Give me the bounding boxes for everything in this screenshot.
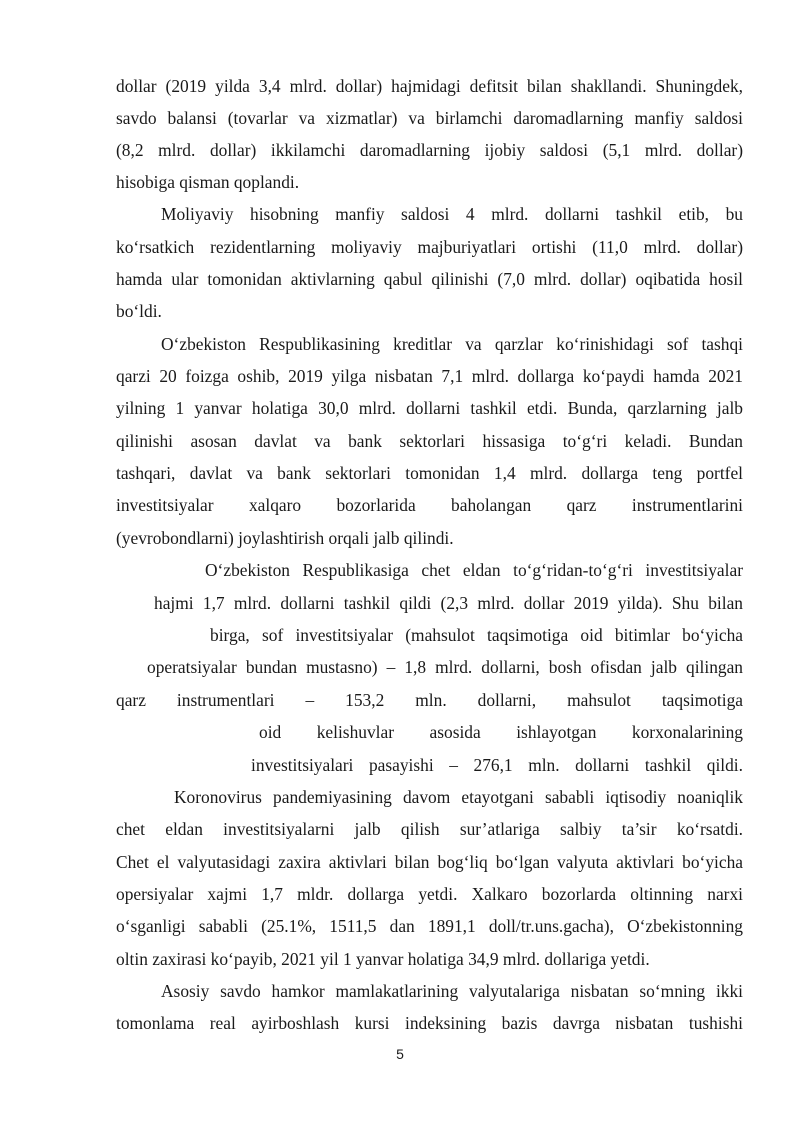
- text-line: qarz instrumentlari – 153,2 mln. dollarni, mahsulot taqsimotiga: [116, 690, 743, 710]
- text-line: investitsiyalar xalqaro bozorlarida baholangan qarz instrumentlarini: [116, 495, 743, 515]
- text-line: chet eldan investitsiyalarni jalb qilish sur’atlariga salbiy ta’sir ko‘rsatdi.: [116, 819, 743, 839]
- text-line: oltin zaxirasi ko‘payib, 2021 yil 1 yanvar holatiga 34,9 mlrd. dollariga yetdi.: [116, 949, 650, 969]
- text-line: qarzi 20 foizga oshib, 2019 yilga nisbatan 7,1 mlrd. dollarga ko‘paydi hamda 2021: [116, 366, 743, 386]
- page-number: 5: [396, 1046, 404, 1062]
- text-line: opersiyalar xajmi 1,7 mldr. dollarga yetdi. Xalkaro bozorlarda oltinning narxi: [116, 884, 743, 904]
- text-line: qilinishi asosan davlat va bank sektorlari hissasiga to‘g‘ri keladi. Bundan: [116, 431, 743, 451]
- text-line: o‘sganligi sababli (25.1%, 1511,5 dan 1891,1 doll/tr.uns.gacha), O‘zbekistonning: [116, 916, 743, 936]
- text-line: hisobiga qisman qoplandi.: [116, 172, 300, 192]
- text-line: O‘zbekiston Respublikasining kreditlar va qarzlar ko‘rinishidagi sof tashqi: [161, 334, 743, 354]
- text-line: ko‘rsatkich rezidentlarning moliyaviy majburiyatlari ortishi (11,0 mlrd. dollar): [116, 237, 743, 257]
- text-line: Koronovirus pandemiyasining davom etayotgani sababli iqtisodiy noaniqlik: [174, 787, 743, 807]
- text-line: operatsiyalar bundan mustasno) – 1,8 mlrd. dollarni, bosh ofisdan jalb qilingan: [147, 657, 743, 677]
- text-line: Moliyaviy hisobning manfiy saldosi 4 mlrd. dollarni tashkil etib, bu: [161, 204, 743, 224]
- text-line: investitsiyalari pasayishi – 276,1 mln. dollarni tashkil qildi.: [251, 755, 743, 775]
- text-line: (yevrobondlarni) joylashtirish orqali jalb qilindi.: [116, 528, 454, 548]
- text-line: (8,2 mlrd. dollar) ikkilamchi daromadlarning ijobiy saldosi (5,1 mlrd. dollar): [116, 140, 743, 160]
- text-line: birga, sof investitsiyalar (mahsulot taqsimotiga oid bitimlar bo‘yicha: [210, 625, 743, 645]
- text-line: hamda ular tomonidan aktivlarning qabul qilinishi (7,0 mlrd. dollar) oqibatida hosil: [116, 269, 743, 289]
- text-line: yilning 1 yanvar holatiga 30,0 mlrd. dollarni tashkil etdi. Bunda, qarzlarning jalb: [116, 398, 743, 418]
- text-line: O‘zbekiston Respublikasiga chet eldan to‘g‘ridan-to‘g‘ri investitsiyalar: [205, 560, 743, 580]
- text-line: tomonlama real ayirboshlash kursi indeksining bazis davrga nisbatan tushishi: [116, 1013, 743, 1033]
- text-line: bo‘ldi.: [116, 301, 162, 321]
- text-line: tashqari, davlat va bank sektorlari tomonidan 1,4 mlrd. dollarga teng portfel: [116, 463, 743, 483]
- text-line: Chet el valyutasidagi zaxira aktivlari bilan bog‘liq bo‘lgan valyuta aktivlari bo‘yicha: [116, 852, 743, 872]
- text-line: hajmi 1,7 mlrd. dollarni tashkil qildi (2,3 mlrd. dollar 2019 yilda). Shu bilan: [154, 593, 743, 613]
- text-line: savdo balansi (tovarlar va xizmatlar) va birlamchi daromadlarning manfiy saldosi: [116, 108, 743, 128]
- text-line: oid kelishuvlar asosida ishlayotgan korxonalarining: [259, 722, 743, 742]
- text-line: Asosiy savdo hamkor mamlakatlarining valyutalariga nisbatan so‘mning ikki: [161, 981, 743, 1001]
- text-line: dollar (2019 yilda 3,4 mlrd. dollar) hajmidagi defitsit bilan shakllandi. Shuningdek,: [116, 76, 743, 96]
